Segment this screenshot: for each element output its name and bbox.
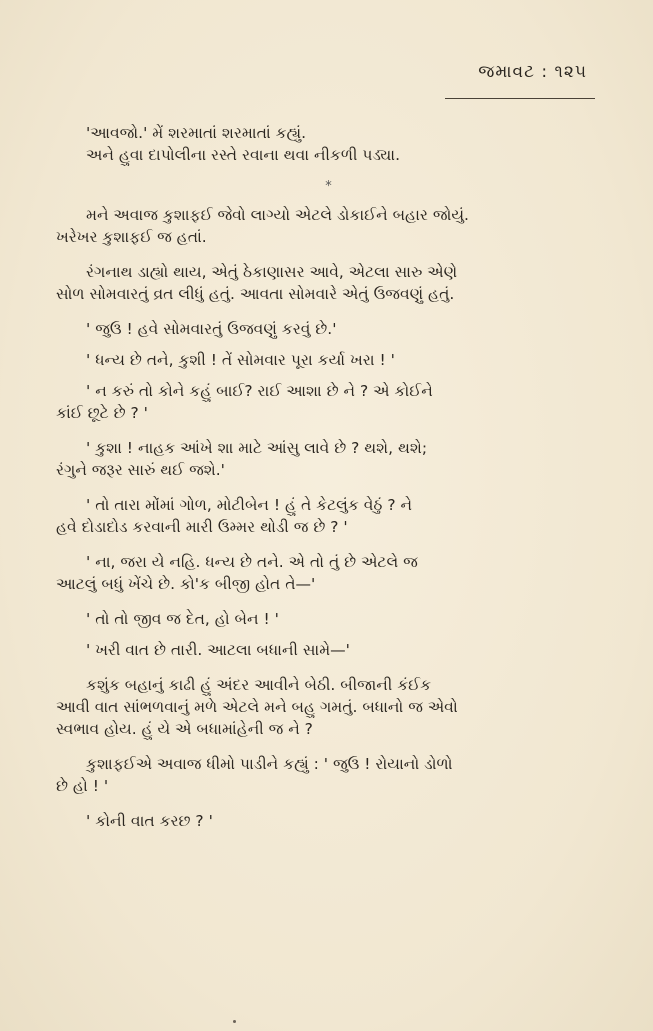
paragraph — [56, 122, 601, 166]
paragraph — [56, 810, 601, 832]
text-line: ' કુશા ! નાહક આંખે શા માટે આંસુ લાવે છે ? થશે, થશે; — [86, 439, 428, 457]
text-line: ખરેખર કુશાફઈ જ હતાં. — [56, 228, 207, 246]
text-line: મને અવાજ કુશાફઈ જેવો લાગ્યો એટલે ડોકાઈને બહાર જોયું. — [86, 206, 469, 224]
paragraph — [56, 494, 601, 538]
paragraph — [56, 639, 601, 661]
paragraph — [56, 551, 601, 595]
paragraph — [56, 380, 601, 424]
paragraph — [56, 261, 601, 305]
paragraph — [56, 674, 601, 740]
paragraph — [56, 437, 601, 481]
header-underline — [445, 98, 595, 99]
running-header: જમાવટ : ૧૨૫ — [478, 62, 587, 82]
text-line: આવી વાત સાંભળવાનું મળે એટલે મને બહુ ગમતું. બધાનો જ એવો — [56, 698, 458, 716]
text-line: ' તો તારા મોંમાં ગોળ, મોટીબેન ! હું તે કેટલુંક વેઠું ? ને — [86, 496, 413, 514]
text-line: કુશાફઈએ અવાજ ધીમો પાડીને કહ્યું : ' જુઉ ! રોયાનો ડોળો — [86, 755, 453, 773]
text-line: છે હો ! ' — [56, 777, 109, 795]
text-line: હવે દોડાદોડ કરવાની મારી ઉમ્મર થોડી જ છે ? ' — [56, 518, 348, 536]
text-line: ' કોની વાત કરછ ? ' — [86, 812, 213, 830]
paragraph — [56, 204, 601, 248]
text-line: રંગુને જરૂર સારું થઈ જશે.' — [56, 461, 225, 479]
text-line: ' ના, જરા યે નહિ. ધન્ય છે તને. એ તો તું છે એટલે જ — [86, 553, 418, 571]
text-line: રંગનાથ ડાહ્યો થાય, એતું ઠેકાણાસર આવે, એટલા સારુ એણે — [86, 263, 458, 281]
print-speck — [233, 1020, 236, 1023]
text-line: ' ન કરું તો કોને કહું બાઈ? રાઈ આશા છે ને ? એ કોઈને — [86, 382, 433, 400]
text-line: કશુંક બહાનું કાઢી હું અંદર આવીને બેઠી. બીજાની કંઈક — [86, 676, 432, 694]
text-line: આટલું બધું ખેંચે છે. કો'ક બીજી હોત તે—' — [56, 575, 316, 593]
text-line: કાંઈ છૂટે છે ? ' — [56, 404, 148, 422]
text-line: અને હુવા દાપોલીના રસ્તે રવાના થવા નીકળી પડ્યા. — [86, 146, 400, 164]
text-line: સોળ સોમવારતું વ્રત લીધું હતું. આવતા સોમવારે એતું ઉજવણું હતું. — [56, 285, 455, 303]
body-text — [56, 122, 601, 845]
paragraph — [56, 753, 601, 797]
text-line: સ્વભાવ હોય. હું યે એ બધામાંહેની જ ને ? — [56, 720, 313, 738]
text-line: ' ધન્ય છે તને, કુશી ! તેં સોમવાર પૂરા કર્યા ખરા ! ' — [86, 351, 395, 369]
paragraph — [56, 349, 601, 371]
text-line: ' જુઉ ! હવે સોમવારતું ઉજવણું કરવું છે.' — [86, 320, 337, 338]
text-line: ' ખરી વાત છે તારી. આટલા બધાની સામે—' — [86, 641, 350, 659]
text-line: ' તો તો જીવ જ દેત, હો બેન ! ' — [86, 610, 279, 628]
section-separator: * — [325, 179, 332, 194]
paragraph — [56, 608, 601, 630]
text-line: 'આવજો.' મેં શરમાતાં શરમાતાં કહ્યું. — [86, 124, 307, 142]
paragraph — [56, 318, 601, 340]
